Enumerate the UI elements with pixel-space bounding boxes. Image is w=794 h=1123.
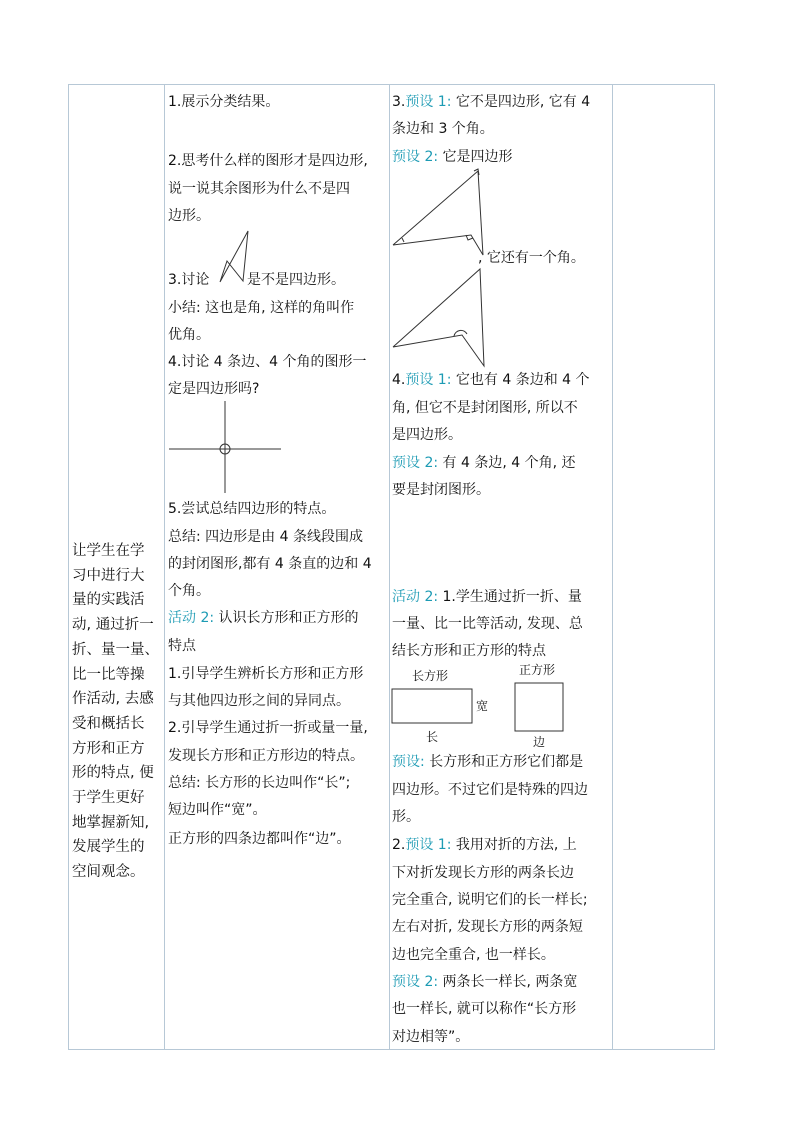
text-line: 5.尝试总结四边形的特点。 <box>168 501 336 517</box>
text-line <box>168 609 359 627</box>
text-line <box>392 836 577 854</box>
text-line: 个角。 <box>168 583 210 599</box>
text-line: 四边形。不过它们是特殊的四边 <box>392 782 588 798</box>
rectangle-label: 长方形 <box>412 669 449 683</box>
text-line: 对边相等”。 <box>392 1029 470 1045</box>
text-line: 优角。 <box>168 327 210 343</box>
text-line: 习中进行大 <box>72 567 145 584</box>
text-line: 总结: 长方形的长边叫作“长”; <box>168 775 351 791</box>
lesson-table <box>68 84 715 1050</box>
text-span: 认识长方形和正方形的 <box>214 610 359 626</box>
text-line: 动, 通过折一 <box>72 617 154 634</box>
text-span: 3. <box>392 94 406 110</box>
highlight-label: 预设 2: <box>392 149 439 165</box>
text-line: 1.引导学生辨析长方形和正方形 <box>168 666 364 682</box>
text-line: 作活动, 去感 <box>72 691 154 708</box>
text-line: 2.引导学生通过折一折或量一量, <box>168 720 368 736</box>
text-span: 有 4 条边, 4 个角, 还 <box>438 455 576 471</box>
text-line: 地掌握新知, <box>72 814 150 831</box>
text-line: 于学生更好 <box>72 790 145 807</box>
text-line: 说一说其余图形为什么不是四 <box>168 181 350 197</box>
text-span: 1.学生通过折一折、量 <box>438 589 582 605</box>
text-line <box>392 973 577 991</box>
text-line: 要是封闭图形。 <box>392 482 490 498</box>
text-line: 边也完全重合, 也一样长。 <box>392 947 555 963</box>
text-line: 折、量一量、 <box>72 641 159 658</box>
text-line: , 它还有一个角。 <box>478 250 585 266</box>
highlight-label: 活动 2: <box>392 589 439 605</box>
length-label: 长 <box>426 730 439 744</box>
highlight-label: 活动 2: <box>168 610 215 626</box>
notes-cell <box>613 85 716 1049</box>
text-line: 定是四边形吗? <box>168 381 260 397</box>
text-line <box>392 753 583 771</box>
text-line: 下对折发现长方形的两条长边 <box>392 865 574 881</box>
text-line: 一量、比一比等活动, 发现、总 <box>392 616 583 632</box>
highlight-label: 预设 1: <box>405 837 452 853</box>
text-span: 两条长一样长, 两条宽 <box>438 974 578 990</box>
design-intent-cell <box>69 85 164 1049</box>
rectangle-shape <box>392 689 472 723</box>
rectangle-square-figure <box>390 85 612 765</box>
text-line: 发展学生的 <box>72 839 145 856</box>
text-line: 完全重合, 说明它们的长一样长; <box>392 892 588 908</box>
text-line: 与其他四边形之间的异同点。 <box>168 693 350 709</box>
text-line: 发现长方形和正方形边的特点。 <box>168 748 364 764</box>
highlight-label: 预设 2: <box>392 455 439 471</box>
text-span: 长方形和正方形它们都是 <box>424 754 584 770</box>
text-span: 它也有 4 条边和 4 个 <box>451 372 590 388</box>
text-line: 4.讨论 4 条边、4 个角的图形一 <box>168 354 367 370</box>
text-line: 的封闭图形,都有 4 条直的边和 4 <box>168 556 372 572</box>
square-label: 正方形 <box>519 663 556 677</box>
text-line: 总结: 四边形是由 4 条线段围成 <box>168 529 363 545</box>
text-line: 小结: 这也是角, 这样的角叫作 <box>168 300 355 316</box>
highlight-label: 预设: <box>392 754 425 770</box>
text-span: 2. <box>392 837 406 853</box>
text-line: 短边叫作“宽”。 <box>168 802 267 818</box>
design-intent-text <box>72 539 164 885</box>
text-span: 它不是四边形, 它有 4 <box>451 94 591 110</box>
text-line: 2.思考什么样的图形才是四边形, <box>168 153 368 169</box>
text-line: 正方形的四条边都叫作“边”。 <box>168 831 351 847</box>
text-span: 4. <box>392 372 406 388</box>
highlight-label: 预设 1: <box>405 94 452 110</box>
text-line: 左右对折, 发现长方形的两条短 <box>392 919 583 935</box>
crossing-lines-figure <box>165 85 389 505</box>
text-line: 空间观念。 <box>72 864 145 881</box>
highlight-label: 预设 1: <box>405 372 452 388</box>
text-line: 角, 但它不是封闭图形, 所以不 <box>392 400 578 416</box>
highlight-label: 预设 2: <box>392 974 439 990</box>
text-line: 方形和正方 <box>72 740 145 757</box>
side-label: 边 <box>533 735 546 749</box>
text-span: 我用对折的方法, 上 <box>451 837 577 853</box>
text-line: 条边和 3 个角。 <box>392 121 494 137</box>
text-line: 量的实践活 <box>72 592 145 609</box>
width-label: 宽 <box>476 699 489 713</box>
text-line: 形的特点, 便 <box>72 765 154 782</box>
text-line: 也一样长, 就可以称作“长方形 <box>392 1001 577 1017</box>
text-line: 让学生在学 <box>72 543 145 559</box>
square-shape <box>515 683 563 731</box>
text-line: 3.讨论 <box>168 272 210 288</box>
text-span: 它是四边形 <box>438 149 513 165</box>
text-line: 是四边形。 <box>392 427 462 443</box>
text-line: 是不是四边形。 <box>247 272 345 288</box>
text-line: 形。 <box>392 809 420 825</box>
text-line: 边形。 <box>168 208 210 224</box>
text-line: 特点 <box>168 638 196 654</box>
text-line: 受和概括长 <box>72 715 145 732</box>
student-activity-cell <box>390 85 612 1049</box>
text-line: 比一比等操 <box>72 666 145 683</box>
text-line: 1.展示分类结果。 <box>168 94 280 110</box>
text-line: 结长方形和正方形的特点 <box>392 643 546 659</box>
teacher-activity-cell <box>165 85 389 1049</box>
